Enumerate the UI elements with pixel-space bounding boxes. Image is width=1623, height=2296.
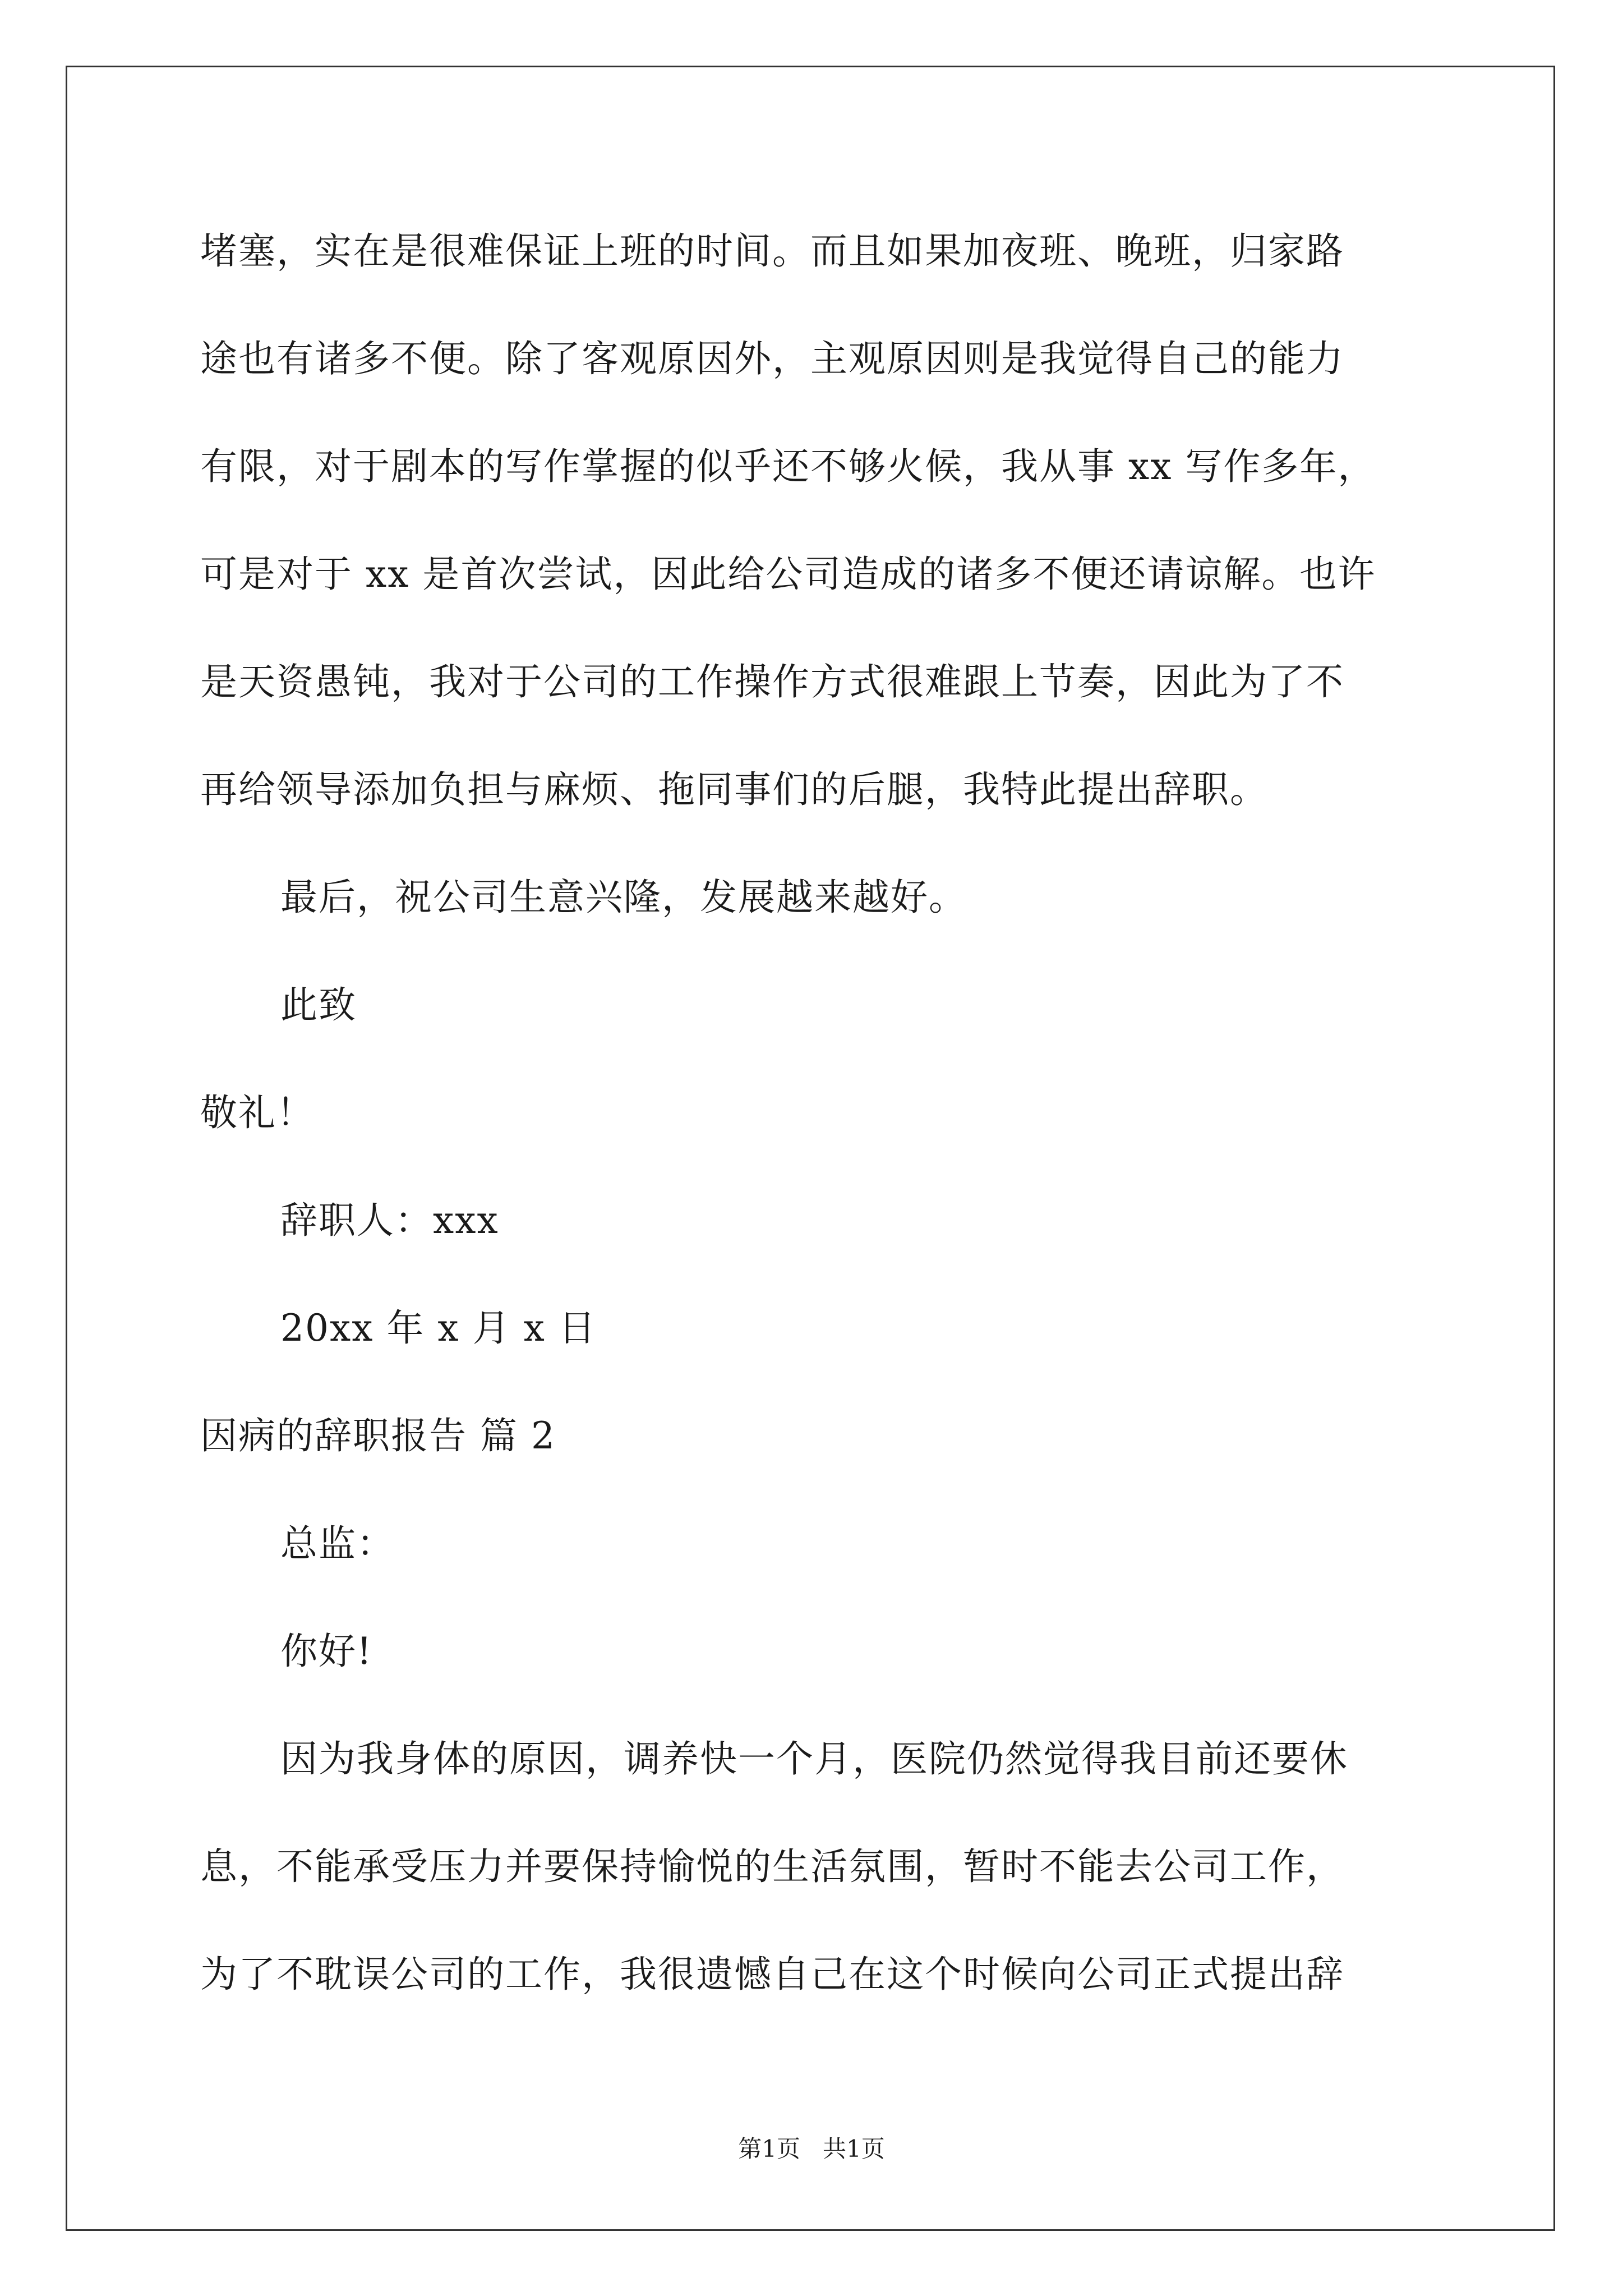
closing-wish: 最后，祝公司生意兴隆，发展越来越好。 (280, 876, 967, 919)
section-heading: 因病的辞职报告 篇 2 (200, 1414, 556, 1457)
recipient-line: 总监： (280, 1522, 395, 1565)
body-line: 再给领导添加负担与麻烦、拖同事们的后腿，我特此提出辞职。 (200, 768, 1268, 811)
body-line: 为了不耽误公司的工作，我很遗憾自己在这个时候向公司正式提出辞 (200, 1953, 1344, 1996)
page-number-footer: 第1页 共1页 (738, 2135, 885, 2162)
body-line: 可是对于 xx 是首次尝试，因此给公司造成的诸多不便还请谅解。也许 (200, 553, 1376, 596)
greeting-line: 你好! (280, 1630, 373, 1673)
page-border (66, 66, 1555, 2231)
body-line: 息，不能承受压力并要保持愉悦的生活氛围，暂时不能去公司工作， (200, 1845, 1344, 1888)
body-line: 有限，对于剧本的写作掌握的似乎还不够火候，我从事 xx 写作多年， (200, 445, 1376, 488)
salutation-close: 此致 (280, 983, 357, 1027)
body-line: 途也有诸多不便。除了客观原因外，主观原因则是我觉得自己的能力 (200, 337, 1344, 380)
body-line: 因为我身体的原因，调养快一个月，医院仍然觉得我目前还要休 (280, 1737, 1348, 1780)
salutation-regards: 敬礼！ (200, 1091, 315, 1134)
signature-line: 辞职人：xxx (280, 1199, 499, 1242)
body-line: 是天资愚钝，我对于公司的工作操作方式很难跟上节奏，因此为了不 (200, 660, 1344, 703)
date-line: 20xx 年 x 月 x 日 (280, 1306, 597, 1350)
body-line: 堵塞，实在是很难保证上班的时间。而且如果加夜班、晚班，归家路 (200, 229, 1344, 273)
